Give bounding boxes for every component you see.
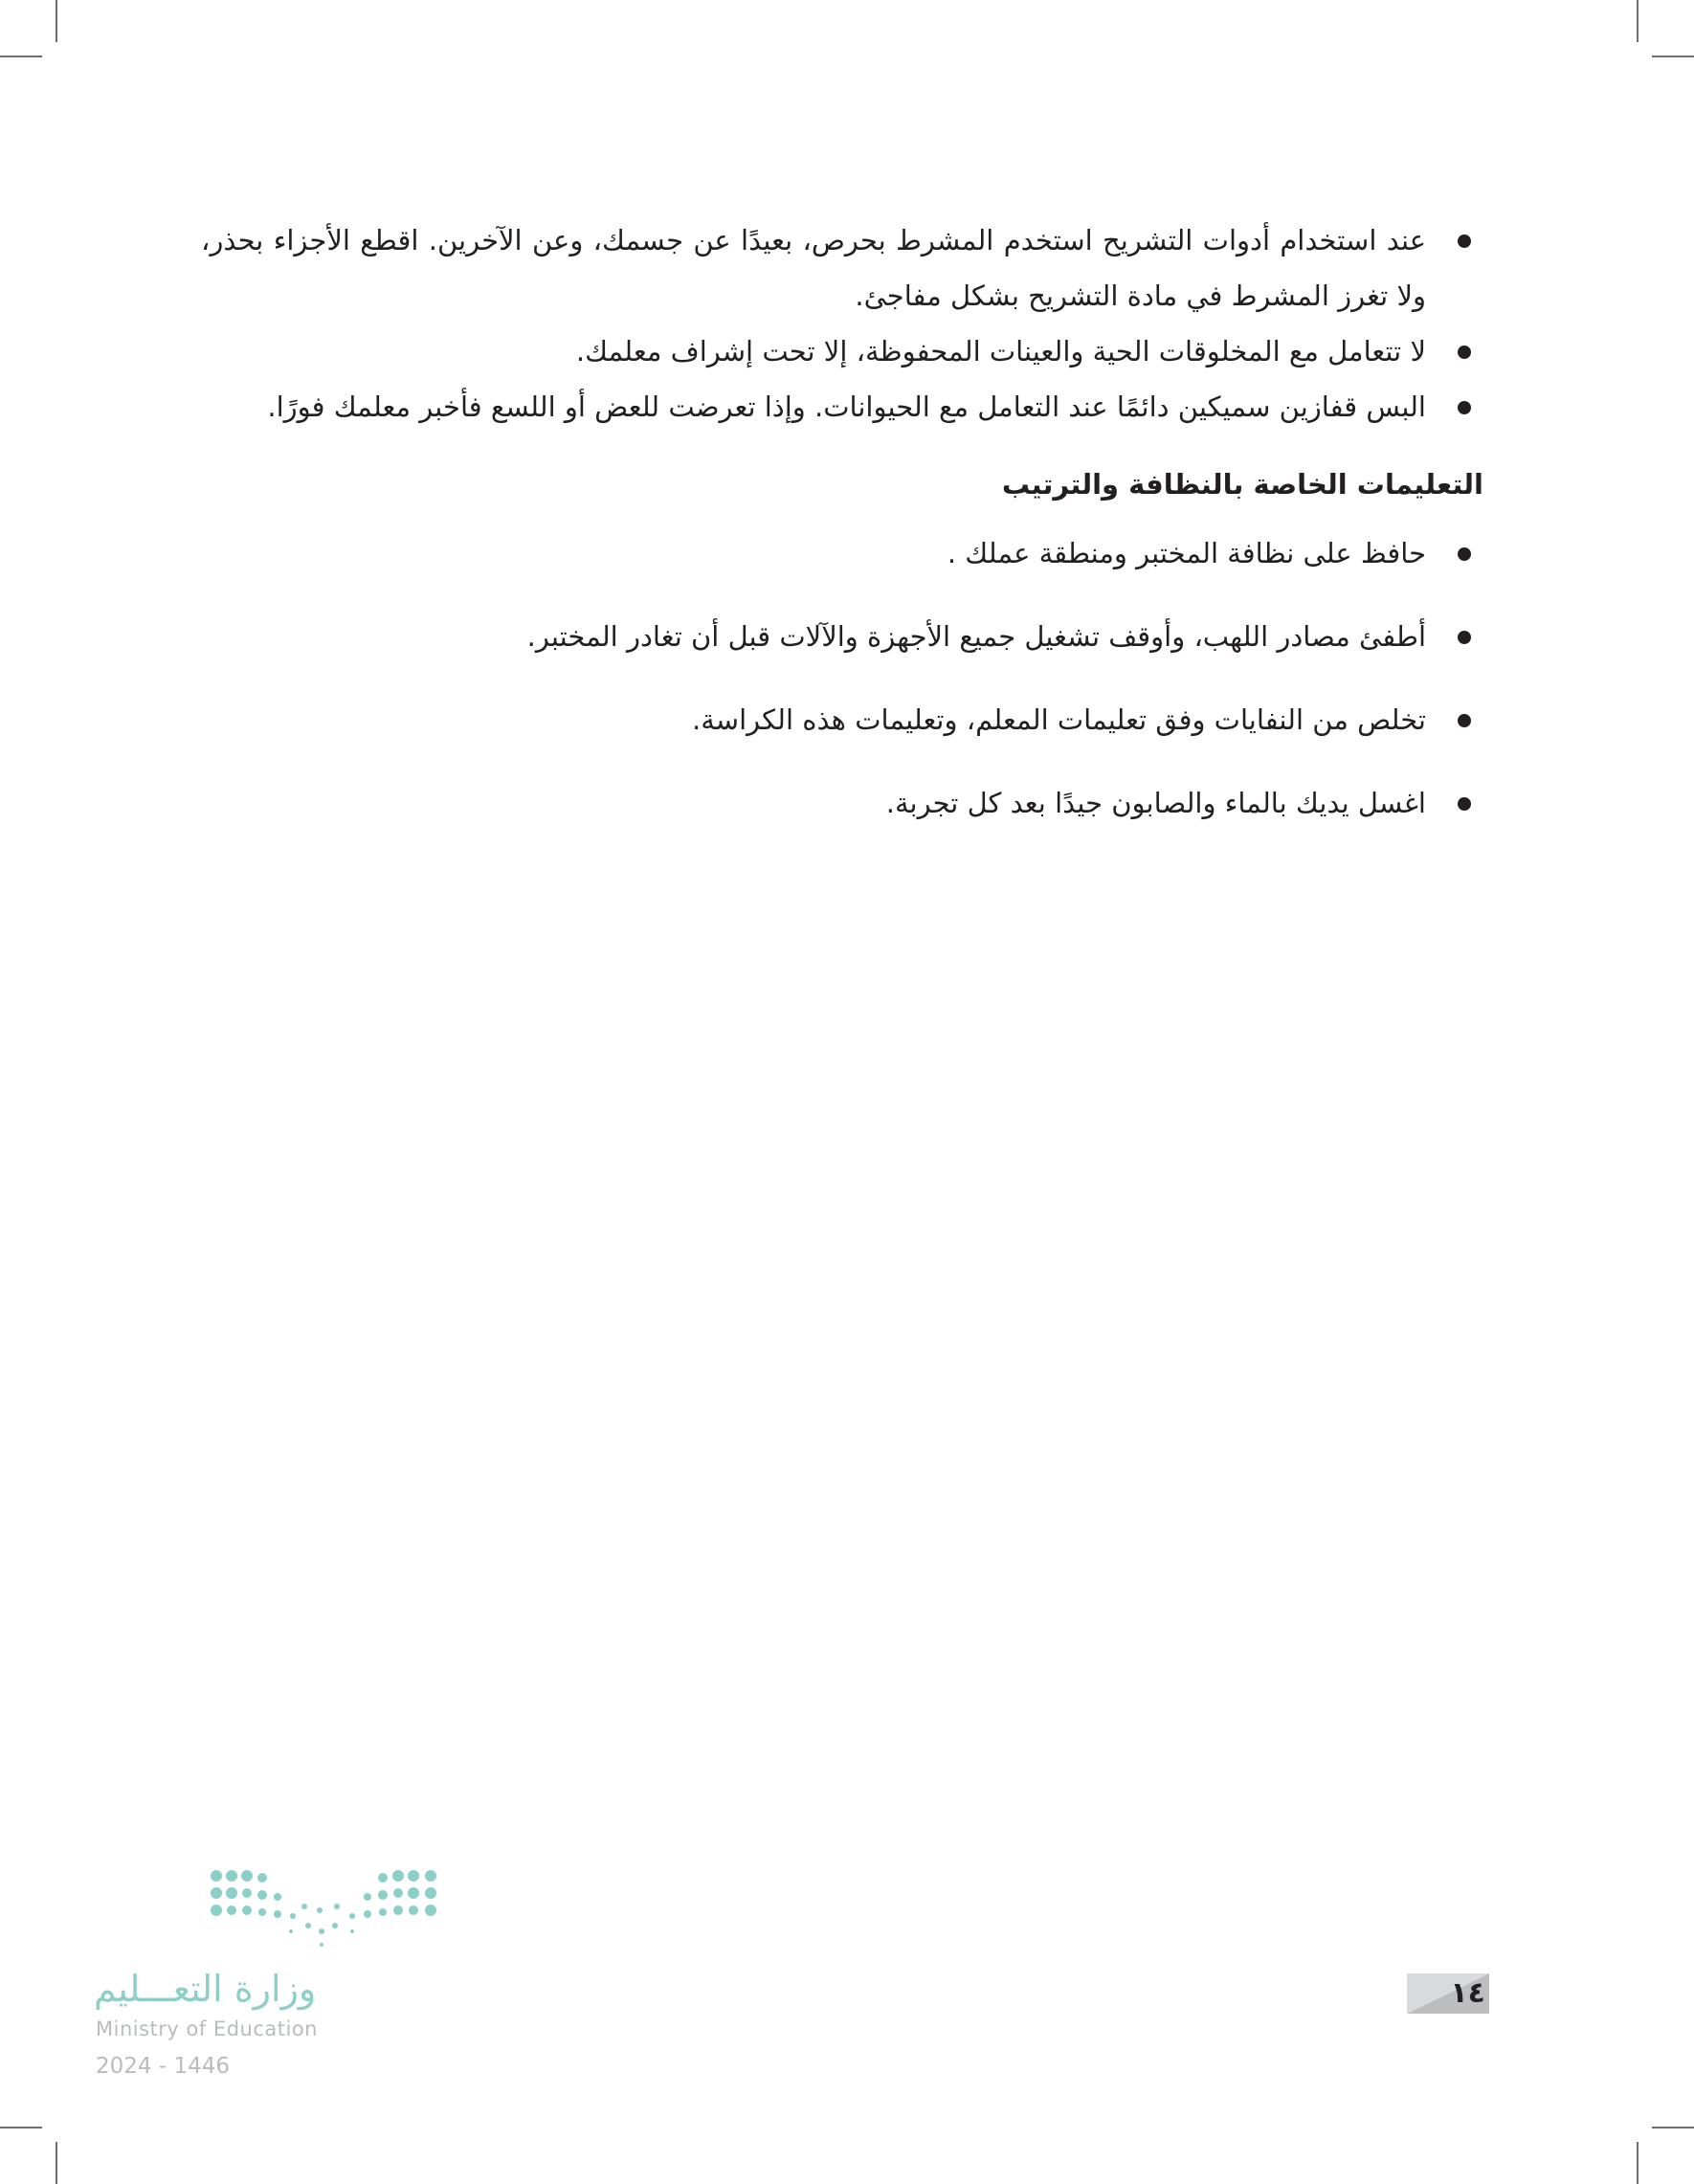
page-content [201,212,1483,865]
crop-mark-top-left-vertical [56,0,57,42]
list-item-text: أطفئ مصادر اللهب، وأوقف تشغيل جميع الأجهزة والآلات قبل أن تغادر المختبر. [526,620,1426,653]
list-item-text: حافظ على نظافة المختبر ومنطقة عملك . [947,537,1426,569]
bullet-icon [1458,547,1471,561]
ministry-logo-dots [209,1868,448,1947]
list-item [201,532,1483,574]
list-item [201,379,1483,435]
list-item [201,782,1483,824]
crop-mark-bottom-right-vertical [1637,2142,1638,2184]
crop-mark-bottom-left-horizontal [0,2127,42,2128]
crop-mark-top-right-vertical [1637,0,1638,42]
list-item-text: عند استخدام أدوات التشريح استخدم المشرط بحرص، بعيدًا عن جسمك، وعن الآخرين. اقطع الأجزاء بحذر، ولا تغرز المشرط في مادة التشريح بشكل مفاجئ. [201,224,1426,312]
page-number-tab [1407,1973,1489,2014]
page-number: ١٤ [1450,1976,1485,2010]
list-item-text: لا تتعامل مع المخلوقات الحية والعينات المحفوظة، إلا تحت إشراف معلمك. [575,335,1426,368]
list-item-text: اغسل يديك بالماء والصابون جيدًا بعد كل تجربة. [885,787,1426,819]
list-item [201,212,1483,323]
list-item-text: البس قفازين سميكين دائمًا عند التعامل مع الحيوانات. وإذا تعرضت للعض أو اللسع فأخبر معلمك فورًا. [267,390,1426,423]
ministry-logo-year: 2024 - 1446 [96,2054,230,2079]
list-item [201,615,1483,657]
list-item [201,699,1483,741]
crop-mark-bottom-right-horizontal [1652,2127,1694,2128]
bullet-icon [1458,714,1471,727]
safety-list [201,212,1483,435]
bullet-icon [1458,631,1471,644]
crop-mark-top-right-horizontal [1652,56,1694,57]
bullet-icon [1458,234,1471,248]
section-heading: التعليمات الخاصة بالنظافة والترتيب [1001,468,1483,501]
list-item [201,323,1483,379]
crop-mark-bottom-left-vertical [56,2142,57,2184]
bullet-icon [1458,401,1471,414]
bullet-icon [1458,345,1471,359]
cleanliness-list [201,532,1483,824]
bullet-icon [1458,797,1471,811]
ministry-logo-english: Ministry of Education [96,2017,318,2040]
list-item-text: تخلص من النفايات وفق تعليمات المعلم، وتعليمات هذه الكراسة. [692,703,1426,736]
ministry-logo-arabic: وزارة التعـــليم [94,1968,317,2010]
crop-mark-top-left-horizontal [0,56,42,57]
